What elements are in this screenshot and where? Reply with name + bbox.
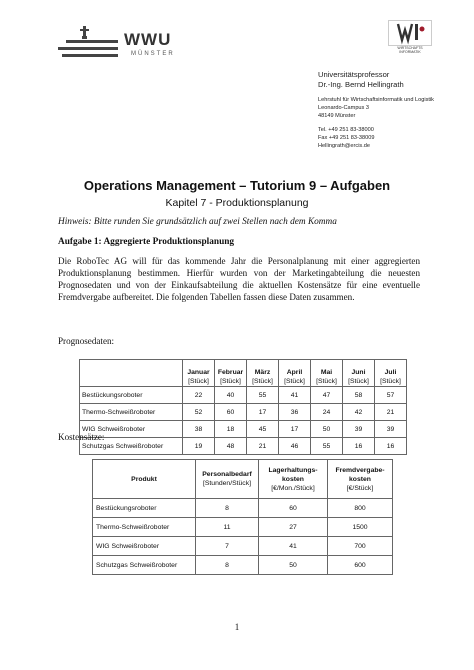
personnel-value: 8 <box>196 556 259 575</box>
forecast-label: Prognosedaten: <box>58 336 115 346</box>
table-row <box>80 404 407 421</box>
forecast-value: 47 <box>311 387 343 404</box>
personnel-value: 8 <box>196 499 259 518</box>
table-row <box>93 537 393 556</box>
table-row <box>80 421 407 438</box>
forecast-value: 41 <box>279 387 311 404</box>
storage-value: 41 <box>259 537 328 556</box>
table-row <box>80 387 407 404</box>
month-unit: [Stück] <box>284 378 305 385</box>
month-unit: [Stück] <box>220 378 241 385</box>
fax: Fax +49 251 83-38009 <box>318 135 375 141</box>
personnel-value: 11 <box>196 518 259 537</box>
month-header <box>247 360 279 387</box>
forecast-value: 52 <box>183 404 215 421</box>
wwu-logo-mark <box>58 26 118 58</box>
product-header <box>93 460 196 499</box>
forecast-value: 57 <box>375 387 407 404</box>
outsourcing-unit: [€/Stück] <box>346 484 374 492</box>
table-row <box>93 518 393 537</box>
professor-title: Universitätsprofessor <box>318 70 390 79</box>
table-row <box>93 556 393 575</box>
seal-text: WIRTSCHAFTS INFORMATIK <box>397 46 423 54</box>
forecast-value: 58 <box>343 387 375 404</box>
table-row <box>93 499 393 518</box>
month-header <box>311 360 343 387</box>
forecast-table <box>79 359 407 455</box>
professor-name: Dr.-Ing. Bernd Hellingrath <box>318 80 404 89</box>
product-name: Bestückungsroboter <box>93 499 196 518</box>
forecast-value: 21 <box>375 404 407 421</box>
month-unit: [Stück] <box>380 378 401 385</box>
forecast-value: 55 <box>311 438 343 455</box>
forecast-value: 55 <box>247 387 279 404</box>
table-row <box>80 438 407 455</box>
product-name: Schutzgas Schweißroboter <box>93 556 196 575</box>
month-name: März <box>254 369 271 376</box>
month-header <box>343 360 375 387</box>
outsourcing-value: 800 <box>328 499 393 518</box>
rounding-hint: Hinweis: Bitte runden Sie grundsätzlich auf zwei Stellen nach dem Komma <box>58 217 337 227</box>
product-name: Schutzgas Schweißroboter <box>80 438 183 455</box>
phone: Tel. +49 251 83-38000 <box>318 127 374 133</box>
page-number: 1 <box>234 622 240 632</box>
wi-seal-logo <box>388 20 432 54</box>
storage-unit: [€/Mon./Stück] <box>271 484 315 492</box>
forecast-corner-cell <box>80 360 183 387</box>
product-header-label: Produkt <box>131 475 157 483</box>
forecast-value: 42 <box>343 404 375 421</box>
outsourcing-header <box>328 460 393 499</box>
month-header <box>215 360 247 387</box>
forecast-value: 24 <box>311 404 343 421</box>
month-header <box>375 360 407 387</box>
forecast-value: 45 <box>247 421 279 438</box>
month-name: Januar <box>187 369 210 376</box>
storage-value: 50 <box>259 556 328 575</box>
department: Lehrstuhl für Wirtschaftsinformatik und Logistik <box>318 97 434 103</box>
product-name: WIG Schweißroboter <box>93 537 196 556</box>
month-name: Mai <box>320 369 333 376</box>
forecast-value: 38 <box>183 421 215 438</box>
document-title: Operations Management – Tutorium 9 – Aufgaben <box>83 178 391 193</box>
street: Leonardo-Campus 3 <box>318 105 369 111</box>
month-name: Juli <box>384 369 397 376</box>
cost-header-row <box>93 460 393 499</box>
outsourcing-value: 700 <box>328 537 393 556</box>
personnel-unit: [Stunden/Stück] <box>203 480 251 487</box>
personnel-header-label: Personalbedarf <box>202 471 252 478</box>
forecast-value: 60 <box>215 404 247 421</box>
logo-text: WWU <box>124 30 172 49</box>
forecast-value: 22 <box>183 387 215 404</box>
forecast-value: 39 <box>343 421 375 438</box>
personnel-value: 7 <box>196 537 259 556</box>
forecast-header-row <box>80 360 407 387</box>
month-unit: [Stück] <box>188 378 209 385</box>
storage-header-label: Lagerhaltungs-kosten <box>268 466 318 483</box>
month-name: Februar <box>217 369 244 376</box>
forecast-value: 18 <box>215 421 247 438</box>
month-unit: [Stück] <box>348 378 369 385</box>
cost-table <box>92 459 393 575</box>
month-header <box>279 360 311 387</box>
outsourcing-value: 1500 <box>328 518 393 537</box>
forecast-value: 17 <box>247 404 279 421</box>
month-name: April <box>286 369 303 376</box>
forecast-value: 21 <box>247 438 279 455</box>
forecast-value: 50 <box>311 421 343 438</box>
product-name: Bestückungsroboter <box>80 387 183 404</box>
forecast-value: 46 <box>279 438 311 455</box>
forecast-value: 48 <box>215 438 247 455</box>
cost-label: Kostensätze: <box>58 432 105 442</box>
forecast-value: 36 <box>279 404 311 421</box>
product-name: Thermo-Schweißroboter <box>80 404 183 421</box>
personnel-header <box>196 460 259 499</box>
forecast-value: 19 <box>183 438 215 455</box>
month-unit: [Stück] <box>316 378 337 385</box>
task-paragraph: Die RoboTec AG will für das kommende Jahr die Personalplanung mit einer aggregierten Produktionsplanung bestimmen. Hierfür wurden von der Marketingabteilung die neuesten Prognosedaten und von der Einkaufsabteilung die aktuellen Kostensätze für eine eventuelle Fremdvergabe aufbereitet. Die folgenden Tabellen fassen diese Daten zusammen. <box>58 256 420 303</box>
product-name: WIG Schweißroboter <box>80 421 183 438</box>
outsourcing-header-label: Fremdvergabe-kosten <box>335 466 385 483</box>
email: Hellingrath@ercis.de <box>318 143 371 149</box>
forecast-value: 16 <box>375 438 407 455</box>
month-header <box>183 360 215 387</box>
forecast-value: 40 <box>215 387 247 404</box>
forecast-value: 16 <box>343 438 375 455</box>
storage-value: 60 <box>259 499 328 518</box>
storage-header <box>259 460 328 499</box>
month-name: Juni <box>351 369 366 376</box>
product-name: Thermo-Schweißroboter <box>93 518 196 537</box>
outsourcing-value: 600 <box>328 556 393 575</box>
city: 48149 Münster <box>318 113 356 119</box>
forecast-value: 39 <box>375 421 407 438</box>
chapter-subtitle: Kapitel 7 - Produktionsplanung <box>165 197 309 209</box>
forecast-value: 17 <box>279 421 311 438</box>
task-heading: Aufgabe 1: Aggregierte Produktionsplanung <box>58 237 235 247</box>
logo-subtext: MÜNSTER <box>131 51 175 57</box>
storage-value: 27 <box>259 518 328 537</box>
month-unit: [Stück] <box>252 378 273 385</box>
